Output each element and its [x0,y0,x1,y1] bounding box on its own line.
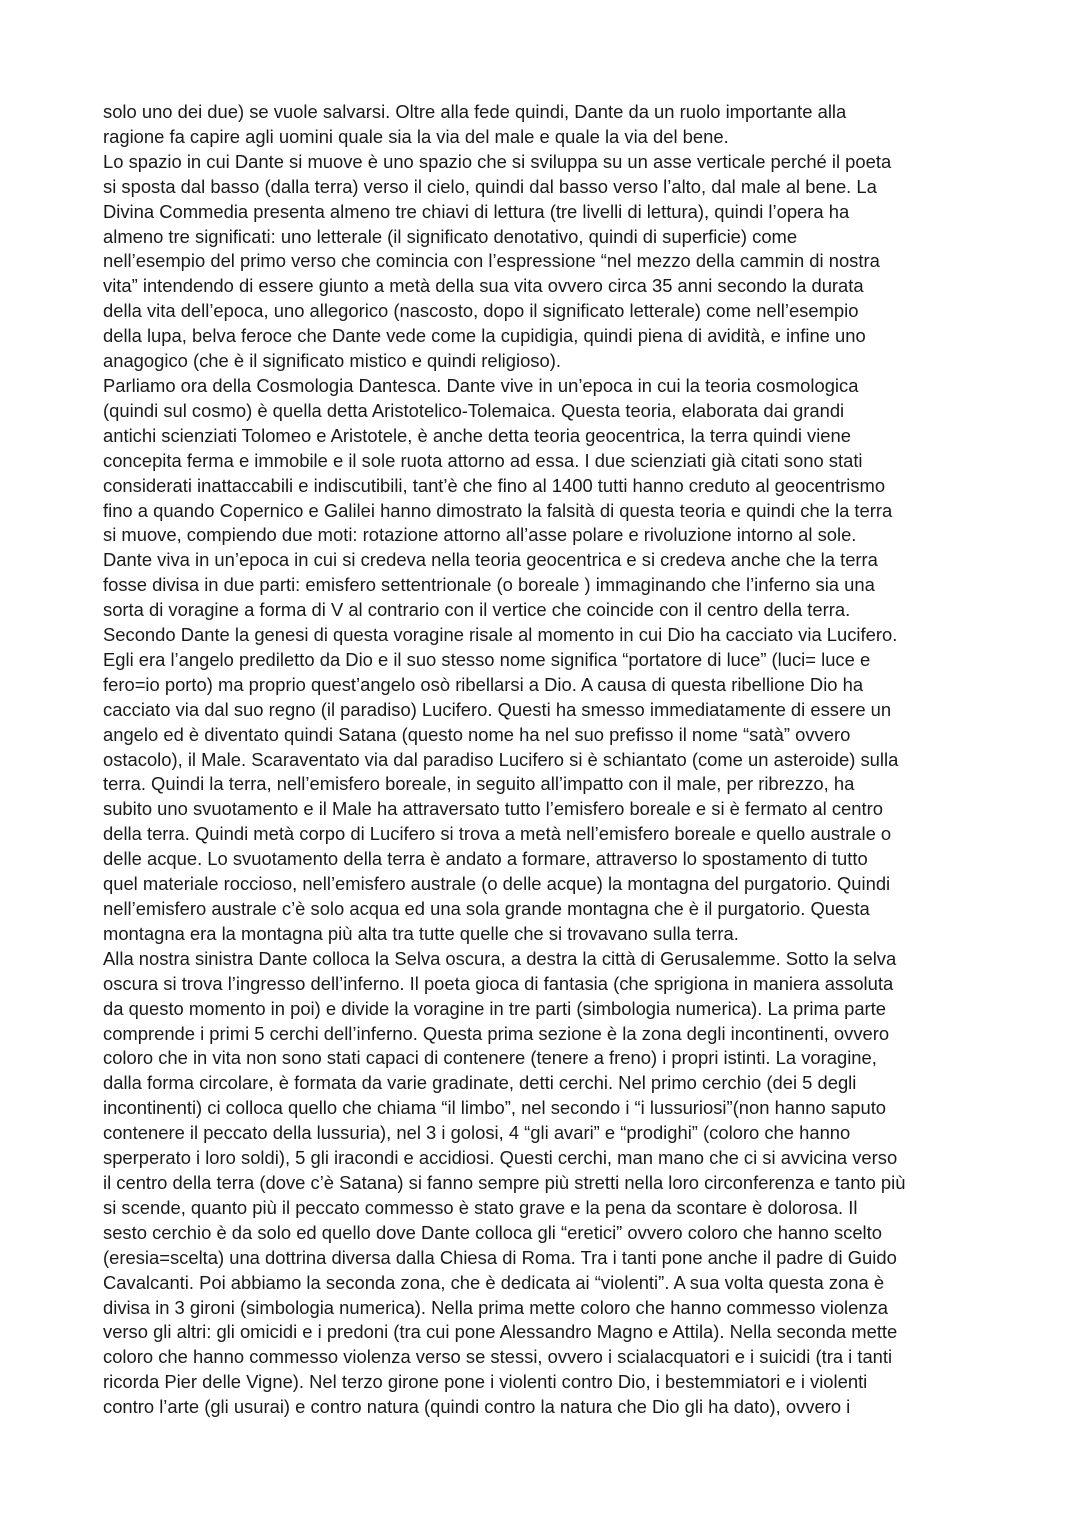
text-line: quel materiale roccioso, nell’emisfero australe (o delle acque) la montagna del purgatorio. Quindi [103,873,891,895]
paragraph [103,947,983,1420]
text-line: Divina Commedia presenta almeno tre chiavi di lettura (tre livelli di lettura), quindi l’opera ha [103,200,850,222]
text-line: Lo spazio in cui Dante si muove è uno spazio che si sviluppa su un asse verticale perché il poeta [103,150,892,172]
text-line: angelo ed è diventato quindi Satana (questo nome ha nel suo prefisso il nome “satà” ovvero [103,723,851,745]
text-line: comprende i primi 5 cerchi dell’inferno. Questa prima sezione è la zona degli incontinenti, ovvero [103,1022,890,1044]
text-line: Alla nostra sinistra Dante colloca la Selva oscura, a destra la città di Gerusalemme. Sotto la selva [103,947,897,969]
text-line: verso gli altri: gli omicidi e i predoni (tra cui pone Alessandro Magno e Attila). Nella seconda mette [103,1321,898,1343]
text-line: ostacolo), il Male. Scaraventato via dal paradiso Lucifero si è schiantato (come un asteroide) sulla [103,748,899,770]
text-line: ragione fa capire agli uomini quale sia la via del male e quale la via del bene. [103,125,729,147]
paragraph [103,150,983,374]
text-line: montagna era la montagna più alta tra tutte quelle che si trovavano sulla terra. [103,922,739,944]
text-line: coloro che hanno commesso violenza verso se stessi, ovvero i scialacquatori e i suicidi (tra i tanti [103,1346,893,1368]
text-line: fino a quando Copernico e Galilei hanno dimostrato la falsità di questa teoria e quindi che la terra [103,499,893,521]
text-line: il centro della terra (dove c’è Satana) si fanno sempre più stretti nella loro circonferenza e tanto più [103,1171,906,1193]
text-line: (quindi sul cosmo) è quella detta Aristotelico-Tolemaica. Questa teoria, elaborata dai grandi [103,399,845,421]
text-line: si sposta dal basso (dalla terra) verso il cielo, quindi dal basso verso l’alto, dal male al bene. La [103,175,877,197]
text-line: concepita ferma e immobile e il sole ruota attorno ad essa. I due scienziati già citati sono stati [103,449,863,471]
text-line: nell’esempio del primo verso che comincia con l’espressione “nel mezzo della cammin di nostra [103,250,880,272]
text-line: anagogico (che è il significato mistico e quindi religioso). [103,350,561,372]
text-line: cacciato via dal suo regno (il paradiso) Lucifero. Questi ha smesso immediatamente di essere un [103,698,892,720]
text-line: incontinenti) ci colloca quello che chiama “il limbo”, nel secondo i “i lussuriosi”(non hanno saputo [103,1097,887,1119]
text-line: delle acque. Lo svuotamento della terra è andato a formare, attraverso lo spostamento di tutto [103,848,868,870]
text-line: della terra. Quindi metà corpo di Lucifero si trova a metà nell’emisfero boreale e quello australe o [103,823,892,845]
text-line: ricorda Pier delle Vigne). Nel terzo girone pone i violenti contro Dio, i bestemmiatori e i violenti [103,1371,868,1393]
text-line: Dante viva in un’epoca in cui si credeva nella teoria geocentrica e si credeva anche che la terra [103,549,878,571]
document-body [103,100,983,1420]
text-line: divisa in 3 gironi (simbologia numerica). Nella prima mette coloro che hanno commesso violenza [103,1296,889,1318]
text-line: Cavalcanti. Poi abbiamo la seconda zona, che è dedicata ai “violenti”. A sua volta questa zona è [103,1271,885,1293]
text-line: antichi scienziati Tolomeo e Aristotele, è anche detta teoria geocentrica, la terra quindi viene [103,424,851,446]
text-line: si scende, quanto più il peccato commesso è stato grave e la pena da scontare è dolorosa. Il [103,1196,858,1218]
text-line: si muove, compiendo due moti: rotazione attorno all’asse polare e rivoluzione intorno al sole. [103,524,857,546]
text-line: dalla forma circolare, è formata da varie gradinate, detti cerchi. Nel primo cerchio (dei 5 degli [103,1072,857,1094]
text-line: della lupa, belva feroce che Dante vede come la cupidigia, quindi piena di avidità, e infine uno [103,325,866,347]
text-line: fero=io porto) ma proprio quest’angelo osò ribellarsi a Dio. A causa di questa ribellione Dio ha [103,673,864,695]
text-line: (eresia=scelta) una dottrina diversa dalla Chiesa di Roma. Tra i tanti pone anche il padre di Guido [103,1246,897,1268]
paragraph [103,100,983,150]
text-line: considerati inattaccabili e indiscutibili, tant’è che fino al 1400 tutti hanno creduto al geocentrismo [103,474,886,496]
text-line: sperperato i loro soldi), 5 gli iracondi e accidiosi. Questi cerchi, man mano che ci si avvicina verso [103,1147,898,1169]
text-line: subito uno svuotamento e il Male ha attraversato tutto l’emisfero boreale e si è fermato al centro [103,798,883,820]
text-line: Secondo Dante la genesi di questa voragine risale al momento in cui Dio ha cacciato via Lucifero. [103,624,898,646]
text-line: fosse divisa in due parti: emisfero settentrionale (o boreale ) immaginando che l’inferno sia una [103,574,875,596]
text-line: coloro che in vita non sono stati capaci di contenere (tenere a freno) i propri istinti. La voragine, [103,1047,877,1069]
text-line: Parliamo ora della Cosmologia Dantesca. Dante vive in un’epoca in cui la teoria cosmologica [103,374,859,396]
text-line: da questo momento in poi) e divide la voragine in tre parti (simbologia numerica). La prima parte [103,997,887,1019]
text-line: nell’emisfero australe c’è solo acqua ed una sola grande montagna che è il purgatorio. Questa [103,898,870,919]
text-line: della vita dell’epoca, uno allegorico (nascosto, dopo il significato letterale) come nell’esempio [103,300,859,322]
paragraph [103,374,983,548]
text-line: contro l’arte (gli usurai) e contro natura (quindi contro la natura che Dio gli ha dato), ovvero i [103,1396,851,1418]
text-line: sorta di voragine a forma di V al contrario con il vertice che coincide con il centro della terra. [103,599,851,621]
text-line: vita” intendendo di essere giunto a metà della sua vita ovvero circa 35 anni secondo la durata [103,275,864,297]
text-line: terra. Quindi la terra, nell’emisfero boreale, in seguito all’impatto con il male, per ribrezzo, ha [103,773,855,795]
text-line: Egli era l’angelo prediletto da Dio e il suo stesso nome significa “portatore di luce” (luci= luce e [103,648,871,670]
text-line: oscura si trova l’ingresso dell’inferno. Il poeta gioca di fantasia (che sprigiona in maniera assoluta [103,972,894,994]
text-line: almeno tre significati: uno letterale (il significato denotativo, quindi di superficie) come [103,225,798,247]
paragraph [103,623,983,947]
text-line: solo uno dei due) se vuole salvarsi. Oltre alla fede quindi, Dante da un ruolo importante alla [103,101,847,122]
text-line: sesto cerchio è da solo ed quello dove Dante colloca gli “eretici” ovvero coloro che hanno scelto [103,1221,882,1243]
paragraph [103,548,983,623]
text-line: contenere il peccato della lussuria), nel 3 i golosi, 4 “gli avari” e “prodighi” (coloro che hanno [103,1122,851,1144]
